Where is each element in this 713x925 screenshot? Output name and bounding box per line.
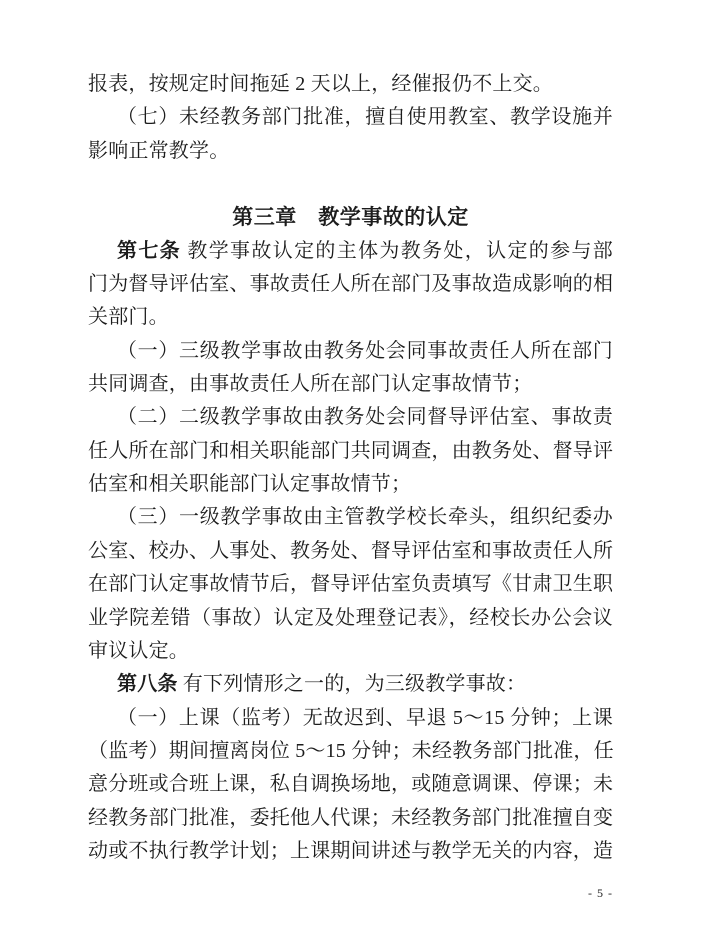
text-line (88, 802, 613, 835)
text-line (88, 735, 613, 768)
text-run: 影响正常教学。 (88, 139, 230, 162)
text-run: 任人所在部门和相关职能部门共同调查，由教务处、督导评 (88, 439, 614, 462)
text-run: 门为督导评估室、事故责任人所在部门及事故造成影响的相 (88, 273, 614, 296)
text-run: （二）二级教学事故由教务处会同督导评估室、事故责 (117, 406, 613, 429)
text-line (88, 101, 613, 134)
text-run: （监考）期间擅离岗位 5～15 分钟；未经教务部门批准，任 (88, 739, 614, 762)
text-line (88, 702, 613, 735)
blank-line (88, 168, 613, 201)
text-line (88, 368, 613, 401)
text-line (88, 768, 613, 801)
text-line (88, 301, 613, 334)
text-run: （三）一级教学事故由主管教学校长牵头，组织纪委办 (117, 506, 613, 529)
text-run: 共同调查，由事故责任人所在部门认定事故情节； (88, 373, 533, 396)
bold-article-label: 第八条 (117, 673, 178, 696)
text-run: 业学院差错（事故）认定及处理登记表》，经校长办公会议 (88, 606, 613, 629)
text-line (88, 635, 613, 668)
text-run: 意分班或合班上课，私自调换场地，或随意调课、停课；未 (88, 773, 614, 796)
text-line (88, 268, 613, 301)
text-run: 公室、校办、人事处、教务处、督导评估室和事故责任人所 (88, 539, 614, 562)
text-run: 动或不执行教学计划；上课期间讲述与教学无关的内容，造 (88, 839, 614, 862)
text-line (88, 535, 613, 568)
text-run: （一）上课（监考）无故迟到、早退 5～15 分钟；上课 (117, 706, 613, 729)
text-line (88, 335, 613, 368)
text-line (88, 668, 613, 701)
text-run: 估室和相关职能部门认定事故情节； (88, 473, 412, 496)
text-line (88, 68, 613, 101)
document-body (88, 68, 613, 868)
text-line (88, 501, 613, 534)
bold-article-label: 第七条 (117, 239, 182, 262)
text-line (88, 568, 613, 601)
text-line (88, 835, 613, 868)
text-run: 教学事故认定的主体为教务处，认定的参与部 (181, 239, 614, 262)
text-line (88, 135, 613, 168)
text-line (88, 468, 613, 501)
page-number: - 5 - (588, 886, 613, 900)
text-run: （七）未经教务部门批准，擅自使用教室、教学设施并 (117, 106, 613, 129)
bold-article-label: 第三章 教学事故的认定 (232, 206, 469, 230)
text-line (88, 235, 613, 268)
chapter-heading (88, 201, 613, 234)
text-run: 审议认定。 (88, 639, 189, 662)
text-run: 在部门认定事故情节后，督导评估室负责填写《甘肃卫生职 (88, 573, 614, 596)
text-run: 报表，按规定时间拖延 2 天以上，经催报仍不上交。 (88, 73, 553, 95)
text-line (88, 401, 613, 434)
text-run: （一）三级教学事故由教务处会同事故责任人所在部门 (117, 339, 613, 362)
text-run: 关部门。 (88, 306, 169, 329)
text-run: 有下列情形之一的，为三级教学事故： (177, 673, 527, 696)
text-line (88, 435, 613, 468)
text-line (88, 602, 613, 635)
text-run: 经教务部门批准，委托他人代课；未经教务部门批准擅自变 (88, 806, 614, 829)
